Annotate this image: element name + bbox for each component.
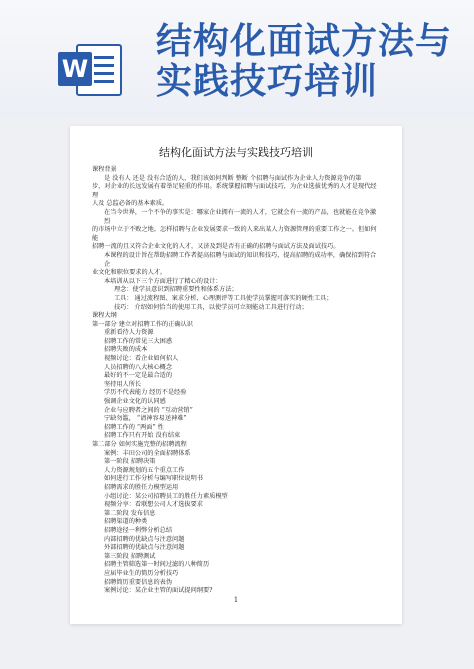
document-line: 招聘一流的且又符合企业文化的人才，又济及到是否有正确的招聘与面试方法及面试技巧。: [92, 243, 340, 251]
document-line: 最好的不一定是最合适的: [104, 372, 173, 380]
document-line: 第三阶段 招聘测试: [104, 552, 156, 560]
document-title: 结构化面试方法与实践技巧培训: [159, 146, 313, 159]
document-line: 课程大纲: [92, 312, 117, 320]
document-line: 宁缺勿滥， “请神容易送神难”: [104, 415, 187, 423]
document-line: 业文化和职位要求的人才。: [92, 269, 167, 277]
document-line: 第二部分 如何实施完整的招聘流程: [92, 441, 187, 448]
document-line: 案例：丰田公司的全面招聘体系: [104, 449, 191, 457]
document-line: 招聘失败的成本: [104, 346, 148, 354]
document-line: 案例讨论：某企业主管的面试提问纲要?: [104, 587, 213, 595]
document-line: 招聘途径一利弊分析总结: [104, 526, 173, 534]
document-line: 重新看待人力资源: [104, 329, 154, 337]
document-line: 坚持用人所长: [104, 380, 142, 388]
document-line: 招聘渠道的种类: [104, 518, 148, 526]
document-line: 第一部分 建立对招聘工作的正确认识: [92, 320, 193, 328]
document-line: 招聘简历重要信息的表伪: [104, 578, 173, 586]
document-line: 招聘主管筛选第一时间过滤的八种简历: [104, 561, 210, 569]
document-line: 如何进行工作分析与编写职位说明书: [104, 475, 203, 483]
document-line: 外部招聘的优缺点与注意问题: [104, 544, 185, 552]
document-line: 强调企业文化的认同感: [104, 398, 166, 406]
document-line: 的市场中立于不败之地。怎样招聘与企业发展要求一致的人来出某人力资源管理的重要工作之一。但如何能: [92, 226, 377, 242]
word-document-icon: [58, 40, 120, 96]
document-line: 在当今世界，一个不争的事实是：哪家企业拥有一流的人才，它就会有一流的产品，也就能在竞争激烈: [104, 208, 377, 225]
document-line: 内部招聘的优缺点与注意问题: [104, 535, 185, 543]
document-line: 小组讨论：某公司招聘员工的胜任力素质模型: [104, 492, 228, 500]
document-line: 招聘工作的常见三大困惑: [104, 337, 173, 345]
document-line: 理念：使学员意识到招聘重要性和体系方法；: [114, 286, 238, 294]
document-line: 学历不代表能力 经历不是经验: [104, 389, 187, 397]
document-line: 人员招聘的八大核心概念: [104, 363, 173, 371]
document-line: 人力资源规划的五个重点工作: [104, 466, 185, 474]
document-line: 应届毕业生的简历分析技巧: [104, 569, 179, 577]
document-line: 视频讨论：看企业如何招人: [104, 355, 179, 363]
banner: [0, 0, 474, 118]
document-line: 是 没有人 还是 没有合适的人，我们该如何判断 整断 个招聘与面试作为企业人力资源竞争的第: [104, 174, 362, 182]
document-line: 招聘工作的 “两面” 性: [104, 423, 164, 431]
page-number: 1: [233, 596, 239, 604]
document-line: 第二阶段 发布信息: [104, 509, 156, 517]
document-line: 技巧： 介绍如何恰当的使用工具，以使学员可立刻能动工具进行行动；: [114, 303, 308, 311]
banner-title-line2: 实践技巧培训: [156, 61, 379, 102]
document-line: 本培训从以下三个方面进行了精心的设计：: [104, 277, 222, 285]
document-body: [92, 166, 382, 596]
document-line: 招聘需求的胜任力模型运用: [104, 483, 179, 491]
document-line: 本课程的设计旨在帮助招聘工作者提高招聘与面试的知识和技巧，提高招聘的成功率，确保招到符合企: [104, 251, 377, 268]
banner-title: [156, 22, 456, 102]
document-line: 企业与应聘者之间的 “互动营销”: [104, 406, 193, 414]
document-line: 第一阶段 招聘决策: [104, 458, 156, 466]
banner-title-line1: 结构化面试方法与: [156, 21, 453, 62]
document-line: 工具： 通过流程图、案求分析、心理测评等工具使学员掌握可落实的硬性工具；: [114, 294, 333, 302]
document-line: 人及 总监必备的基本素质。: [92, 200, 169, 208]
document-line: 步，对企业的长远发展有着举足轻重的作用。系统掌握招聘与面试技巧，为企业选拔优秀的人才是现代经理: [92, 183, 377, 199]
document-line: 视频分享：看联想公司人才选拔要求: [104, 501, 203, 509]
word-icon-letter: W: [58, 52, 92, 86]
document-page: [70, 126, 402, 624]
document-line: 招聘工作只有开始 没有结束: [104, 432, 181, 440]
document-line: 课程背景: [92, 166, 117, 173]
